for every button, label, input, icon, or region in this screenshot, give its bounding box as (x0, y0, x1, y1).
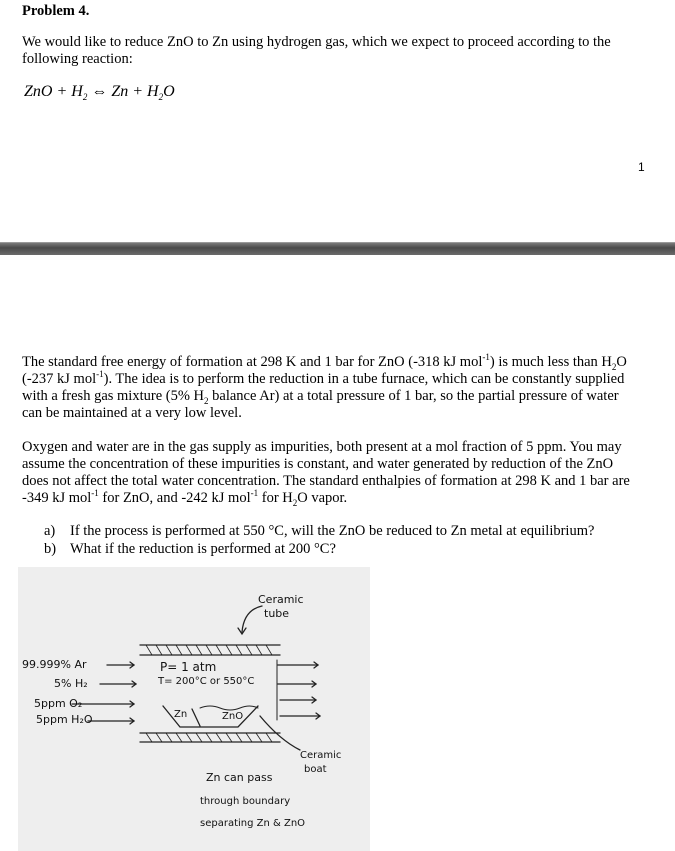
para1-line-3: with a fresh gas mixture (5% $H_2$ balance Ar) at a total pressure of 1 bar, so the partial pressure of water (22, 388, 619, 406)
problem-heading: Problem 4. (22, 3, 90, 19)
note-line-2: through boundary (200, 796, 291, 807)
plus-sign: + (128, 83, 148, 100)
note-line-3: separating Zn & ZnO (200, 818, 306, 829)
gas-label-h2: 5% H₂ (54, 677, 88, 690)
gas-label-h2o: 5ppm H₂O (36, 713, 93, 726)
product-h2o-tail: O (163, 83, 175, 100)
tube-top-hatch (146, 645, 272, 655)
temperature-label: T= 200°C or 550°C (158, 676, 255, 687)
para2-line-4: -349 kJ mol$^{-1}$ for ZnO, and -242 kJ mol$^{-1}$ for $H_2O$ vapor. (22, 488, 348, 508)
para1-line-4: can be maintained at a very low level. (22, 405, 242, 421)
para2-line-1: Oxygen and water are in the gas supply as impurities, both present at a mol fraction of 5 ppm. You may (22, 439, 622, 455)
zn-label: Zn (174, 709, 188, 720)
subscript: 2 (82, 92, 88, 103)
para1-line-1: The standard free energy of formation at 298 K and 1 bar for ZnO (-318 kJ mol$^{-1}$) is much less than $H_2O$ (22, 352, 627, 372)
tube-pointer (242, 606, 262, 632)
tube-bottom-hatch (146, 733, 272, 742)
reactant-zno: ZnO (24, 83, 53, 100)
note-line-1: Zn can pass (206, 771, 273, 784)
subscript: 2 (158, 92, 164, 103)
pressure-label: P= 1 atm (160, 660, 217, 674)
product-h2o: H (147, 83, 159, 100)
para2-line-3: does not affect the total water concentration. The standard enthalpies of formation at 298 K and 1 bar are (22, 473, 630, 489)
zn-zno-boundary (192, 709, 200, 726)
intro-line-2: following reaction: (22, 51, 133, 67)
page-number: 1 (638, 160, 645, 174)
equilibrium-arrow: ⇔ (87, 83, 112, 100)
boat-label-1: Ceramic (300, 750, 342, 761)
gas-label-o2: 5ppm O₂ (34, 697, 83, 710)
boat-label-2: boat (304, 764, 327, 775)
para2-line-2: assume the concentration of these impurities is constant, and water generated by reduction of the ZnO (22, 456, 614, 472)
product-zn: Zn (111, 83, 129, 100)
para1-line-2: (-237 kJ mol$^{-1}$). The idea is to perform the reduction in a tube furnace, which can be constantly supplied (22, 369, 625, 387)
tube-label-1: Ceramic (258, 593, 304, 606)
question-a: a) If the process is performed at 550 °C, will the ZnO be reduced to Zn metal at equilibrium? (44, 523, 595, 539)
question-b: b) What if the reduction is performed at 200 °C? (44, 541, 336, 557)
reactant-h2: H (71, 83, 83, 100)
tube-label-2: tube (264, 607, 290, 620)
plus-sign: + (52, 83, 72, 100)
gas-label-ar: 99.999% Ar (22, 658, 87, 671)
zno-surface (200, 706, 258, 710)
intro-line-1: We would like to reduce ZnO to Zn using hydrogen gas, which we expect to proceed according to the (22, 34, 611, 50)
zno-label: ZnO (222, 711, 244, 722)
